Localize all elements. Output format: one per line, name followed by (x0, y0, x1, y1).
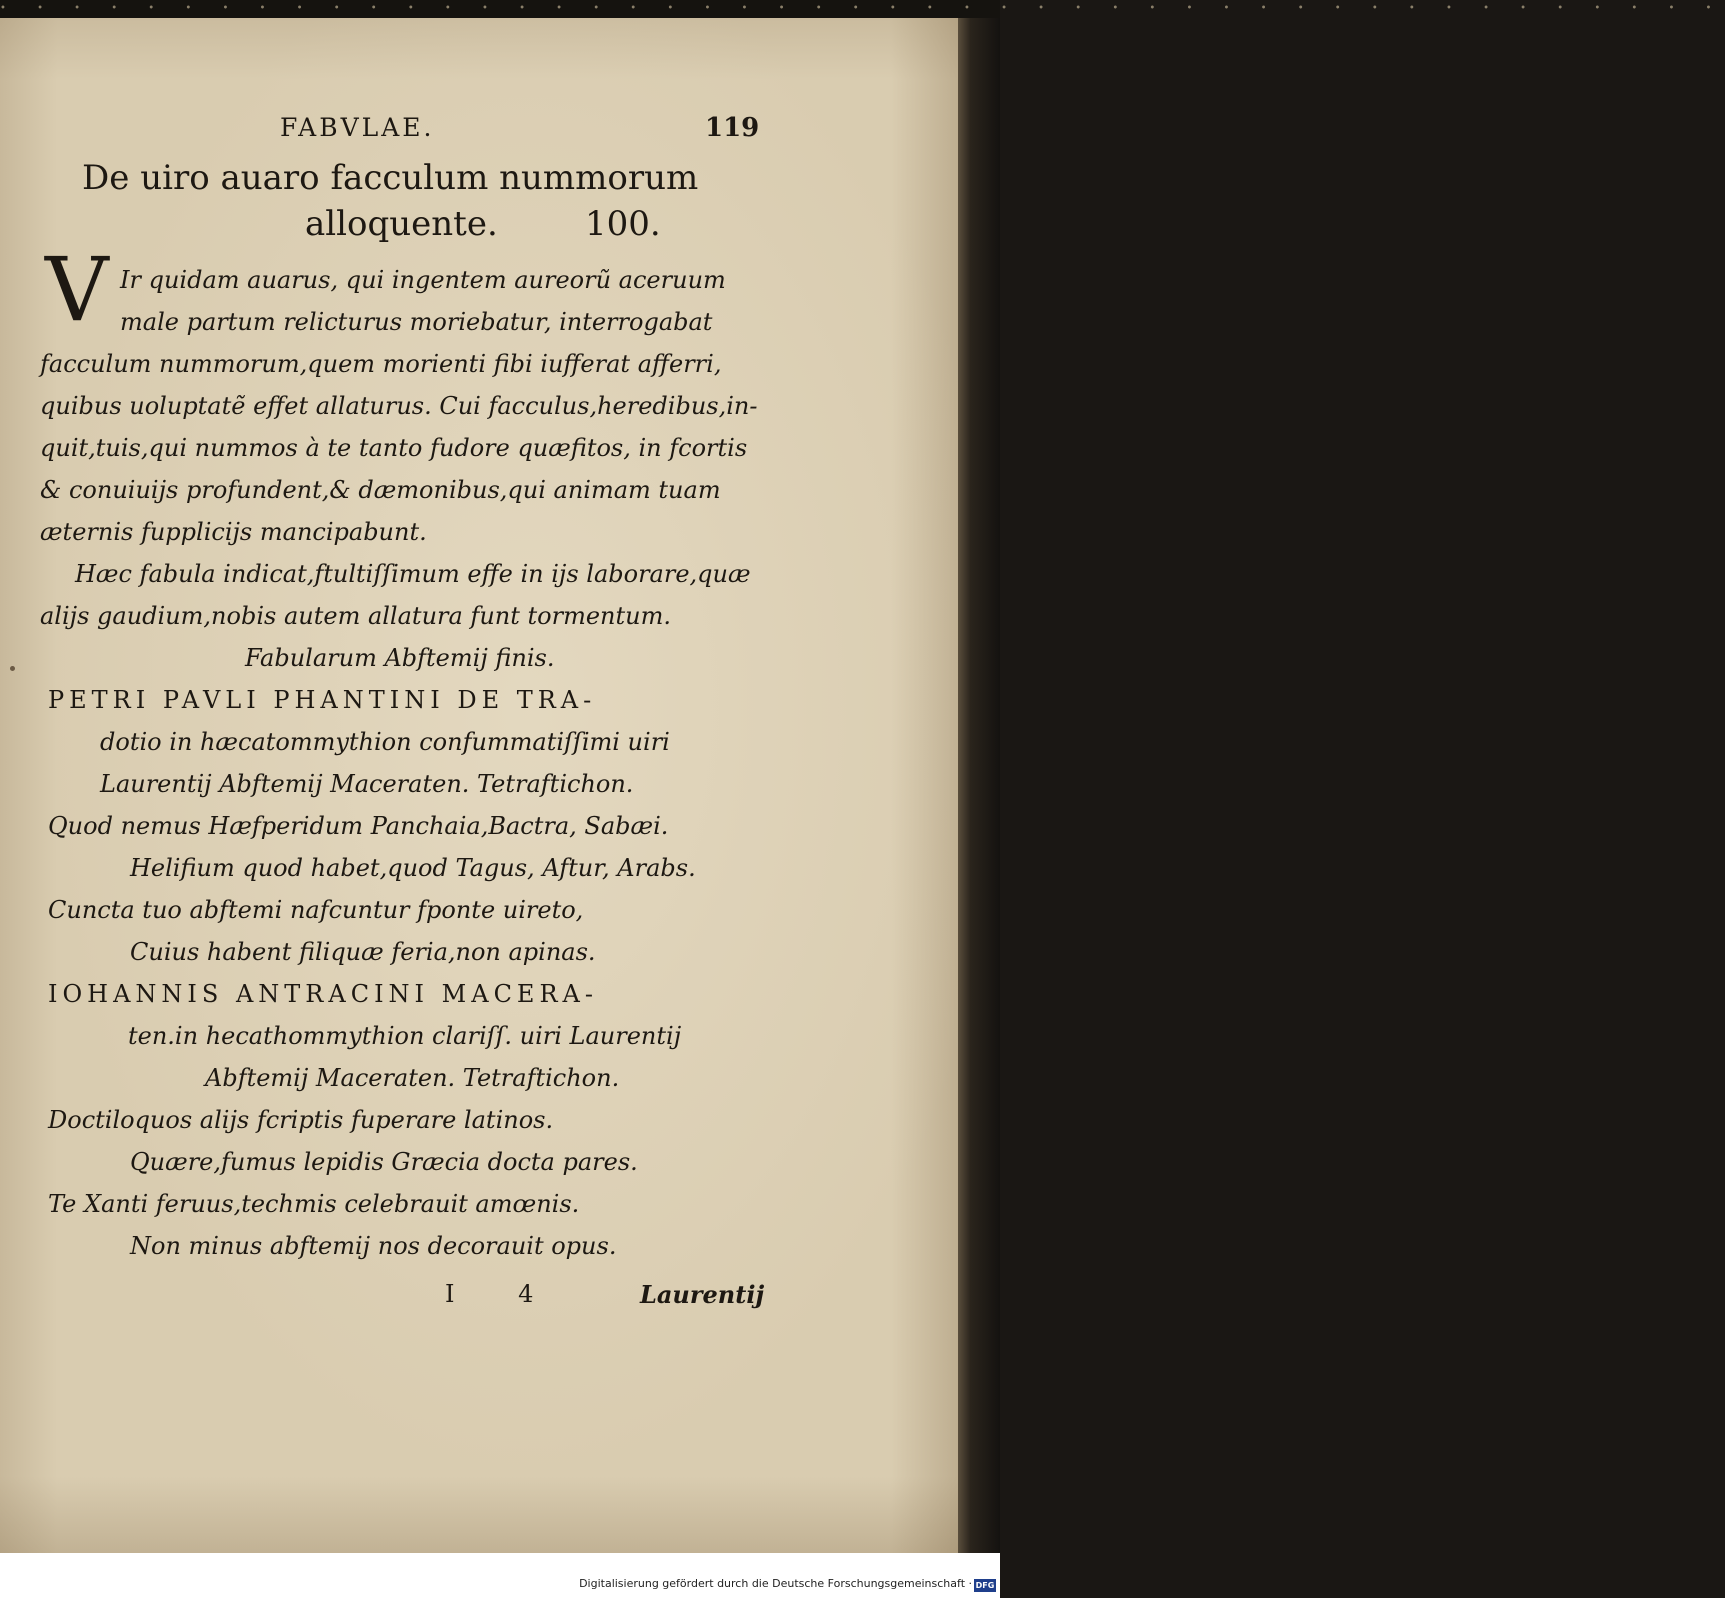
running-head: FABVLAE. (280, 113, 435, 142)
poem1-verse-4: Cuius habent filiquæ feria,non apinas. (130, 938, 596, 966)
margin-mark (10, 666, 15, 671)
poem2-verse-2: Quære,fumus lepidis Græcia docta pares. (130, 1148, 638, 1176)
poem1-verse-1: Quod nemus Hæfperidum Panchaia,Bactra, Sabæi. (48, 812, 669, 840)
page-right-edge (958, 18, 1000, 1553)
book-page (0, 18, 958, 1553)
fable-line-3: facculum nummorum,quem morienti fibi iufferat afferri, (40, 350, 722, 378)
finis-line: Fabularum Abftemij finis. (245, 644, 555, 672)
signature-mark: I 4 (445, 1280, 562, 1308)
fable-title: De uiro auaro facculum nummorum (82, 158, 699, 198)
poem1-verse-3: Cuncta tuo abftemi nafcuntur fponte uireto, (48, 896, 584, 924)
poem2-verse-1: Doctiloquos alijs fcriptis fuperare latinos. (48, 1106, 554, 1134)
catchword: Laurentij (640, 1280, 765, 1309)
poem1-heading-line-2: dotio in hæcatommythion confummatiſſimi uiri (100, 728, 670, 756)
fable-line-7: æternis fupplicijs mancipabunt. (40, 518, 427, 546)
poem1-heading: PETRI PAVLI PHANTINI DE TRA- (48, 686, 597, 714)
poem1-heading-line-3: Laurentij Abftemij Maceraten. Tetraftichon. (100, 770, 634, 798)
fable-number: 100. (585, 204, 661, 244)
poem2-verse-4: Non minus abftemij nos decorauit opus. (130, 1232, 617, 1260)
poem2-heading-line-3: Abftemij Maceraten. Tetraftichon. (205, 1064, 620, 1092)
footer-bar (0, 1553, 1000, 1598)
poem1-verse-2: Helifium quod habet,quod Tagus, Aftur, Arabs. (130, 854, 696, 882)
dfg-logo: DFG (975, 1581, 995, 1590)
fable-line-1: Ir quidam auarus, qui ingentem aureorũ aceruum (120, 266, 726, 294)
fable-line-4: quibus uoluptatẽ effet allaturus. Cui facculus,heredibus,in- (40, 392, 758, 420)
poem2-heading-line-2: ten.in hecathommythion clariſſ. uiri Laurentij (128, 1022, 682, 1050)
fable-line-5: quit,tuis,qui nummos à te tanto fudore quæfitos, in fcortis (40, 434, 748, 462)
fable-line-6: & conuiuijs profundent,& dæmonibus,qui animam tuam (40, 476, 721, 504)
fable-title-cont: alloquente. (305, 204, 498, 244)
footer-credit: Digitalisierung gefördert durch die Deutsche Forschungsgemeinschaft · (579, 1577, 972, 1590)
moral-line-1: Hæc fabula indicat,ftultiſſimum effe in ijs laborare,quæ (75, 560, 751, 588)
drop-cap: V (45, 238, 109, 341)
poem2-heading: IOHANNIS ANTRACINI MACERA- (48, 980, 598, 1008)
poem2-verse-3: Te Xanti feruus,techmis celebrauit amœnis. (48, 1190, 580, 1218)
top-binding-strip: • • • • • • • • • • • • • • • • • • • • • • • • • • • • • • • • • • • • • • • • • • • • • • • (0, 0, 1000, 18)
moral-line-2: alijs gaudium,nobis autem allatura funt tormentum. (40, 602, 671, 630)
fable-line-2: male partum relicturus moriebatur, interrogabat (120, 308, 713, 336)
page-number: 119 (705, 113, 760, 143)
